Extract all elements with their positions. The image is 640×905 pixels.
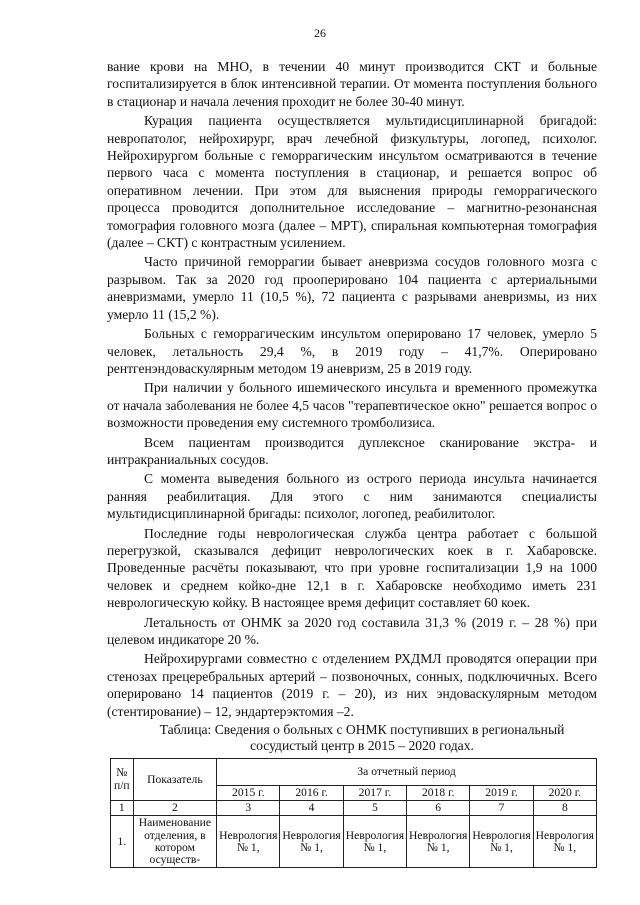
page-number: 26	[314, 26, 326, 40]
row-value: Неврология № 1,	[470, 816, 533, 868]
row-value: Неврология № 1,	[533, 816, 596, 868]
column-number: 5	[343, 801, 406, 816]
paragraph: С момента выведения больного из острого периода инсульта начинается ранняя реабилитация. Для этого с ним занимаются специалисты мультидисциплинарной бригады: психолог, логопед, реабилитолог.	[107, 471, 597, 522]
paragraph: Часто причиной геморрагии бывает аневризма сосудов головного мозга с разрывом. Так за 2020 год прооперировано 104 пациента с артериальными аневризмами, умерло 11 (10,5 %), 72 пациента с разрывами аневризмы, из них умерло 11 (15,2 %).	[107, 254, 597, 322]
table-caption	[107, 722, 597, 754]
paragraph: Больных с геморрагическим инсультом оперировано 17 человек, умерло 5 человек, летальность 29,4 %, в 2019 году – 41,7%. Оперировано рентгенэндоваскулярным методом 19 аневризм, 25 в 2019 году.	[107, 326, 597, 376]
table-column-numbers-row	[111, 801, 597, 816]
row-value: Неврология № 1,	[217, 816, 280, 868]
column-number: 3	[217, 801, 280, 816]
year-cell: 2015 г.	[217, 786, 280, 801]
paragraph: Нейрохирургами совместно с отделением РХДМЛ проводятся операции при стенозах прецеребральных артерий – позвоночных, сонных, подключичных. Всего оперировано 14 пациентов (2019 г. – 20), из них эндоваскулярным методом (стентирование) – 12, эндартерэктомия –2.	[107, 651, 597, 719]
header-indicator: Показатель	[133, 759, 216, 801]
column-number: 7	[470, 801, 533, 816]
stroke-statistics-table	[110, 758, 597, 868]
row-value: Неврология № 1,	[280, 816, 343, 868]
table-row	[111, 816, 597, 868]
column-number: 2	[133, 801, 216, 816]
year-cell: 2019 г.	[470, 786, 533, 801]
row-number: 1.	[111, 816, 134, 868]
column-number: 1	[111, 801, 134, 816]
header-period: За отчетный период	[217, 759, 597, 786]
column-number: 4	[280, 801, 343, 816]
document-body	[107, 58, 597, 868]
paragraph: При наличии у больного ишемического инсульта и временного промежутка от начала заболевания не более 4,5 часов "терапевтическое окно" решается вопрос о возможности проведения ему системного тромболизиса.	[107, 380, 597, 431]
table-caption-line: Таблица: Сведения о больных с ОНМК поступивших в региональный	[159, 722, 565, 738]
row-indicator: Наименование отделения, в котором осуществ-	[133, 816, 216, 868]
column-number: 6	[407, 801, 470, 816]
paragraph: Последние годы неврологическая служба центра работает с большой перегрузкой, сказывался дефицит неврологических коек в г. Хабаровске. Проведенные расчёты показывают, что при уровне госпитализации 1,9 на 1000 человек и среднем койко-дне 12,1 в г. Хабаровске необходимо иметь 231 неврологическую койку. В настоящее время дефицит составляет 60 коек.	[107, 525, 597, 611]
column-number: 8	[533, 801, 596, 816]
paragraph: вание крови на МНО, в течении 40 минут производится СКТ и больные госпитализируется в блок интенсивной терапии. От момента поступления больного в стационар и начала лечения проходит не более 30-40 минут.	[107, 59, 597, 109]
year-cell: 2017 г.	[343, 786, 406, 801]
paragraph: Летальность от ОНМК за 2020 год составила 31,3 % (2019 г. – 28 %) при целевом индикаторе 20 %.	[107, 614, 597, 647]
year-cell: 2020 г.	[533, 786, 596, 801]
row-value: Неврология № 1,	[407, 816, 470, 868]
paragraph: Курация пациента осуществляется мультидисциплинарной бригадой: невропатолог, нейрохирург, врач лечебной физкультуры, логопед, психолог. Нейрохирургом больные с геморрагическим инсультом осматриваются в течение первого часа с момента поступления в стационар, и решается вопрос об оперативном лечении. При этом для выяснения природы геморрагического процесса проводится дополнительное исследование – магнитно-резонансная томография головного мозга (далее – МРТ), спиральная компьютерная томография (далее – СКТ) с контрастным усилением.	[107, 113, 597, 251]
table-caption-line: сосудистый центр в 2015 – 2020 годах.	[250, 738, 474, 754]
header-num: № п/п	[111, 759, 134, 801]
row-value: Неврология № 1,	[343, 816, 406, 868]
table-header-row	[111, 759, 597, 786]
year-cell: 2016 г.	[280, 786, 343, 801]
year-cell: 2018 г.	[407, 786, 470, 801]
paragraph: Всем пациентам производится дуплексное сканирование экстра- и интракраниальных сосудов.	[107, 434, 597, 467]
